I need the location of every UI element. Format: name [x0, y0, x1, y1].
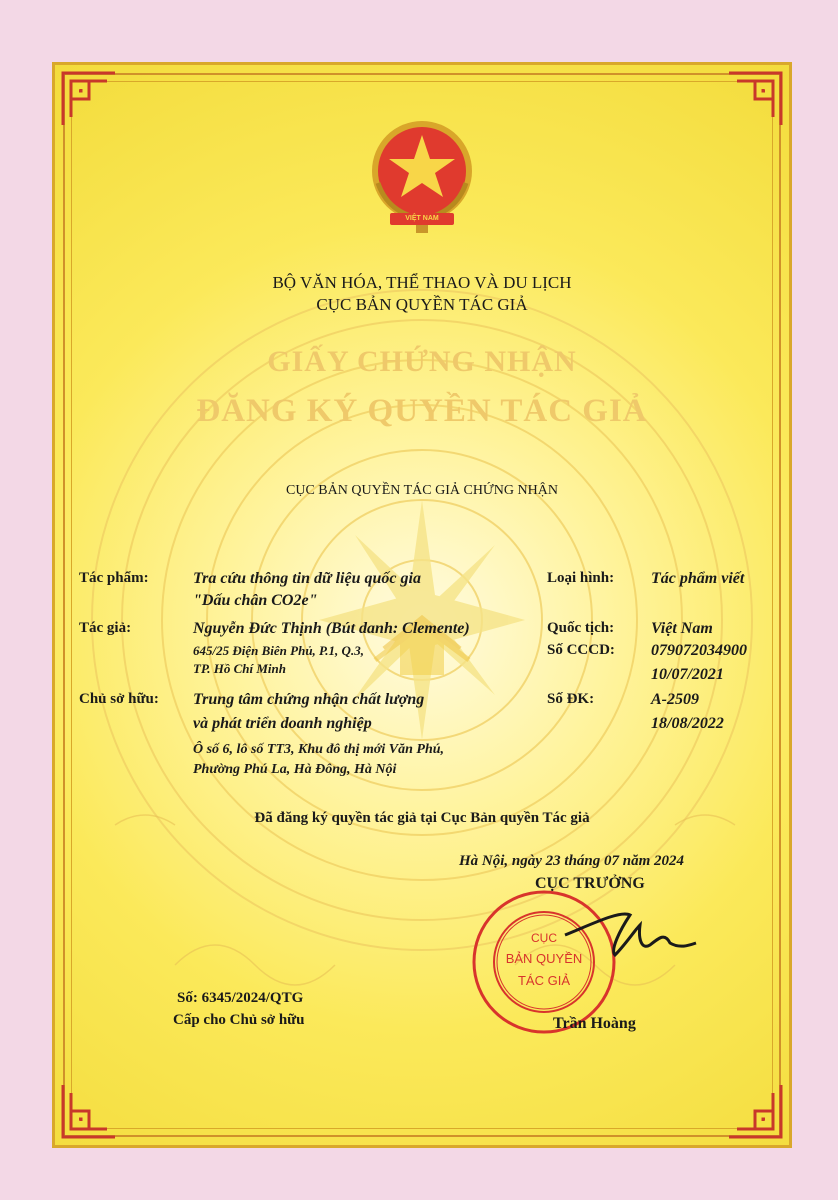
owner-address-line2: Phường Phú La, Hà Đông, Hà Nội [193, 762, 397, 777]
nationality-label: Quốc tịch: [547, 620, 615, 636]
owner-address-line1: Ô số 6, lô số TT3, Khu đô thị mới Văn Phú, [193, 742, 445, 757]
signer-name: Trần Hoàng [553, 1015, 636, 1032]
signer-title: CỤC TRƯỞNG [535, 875, 645, 892]
id-label: Số CCCD: [547, 642, 615, 658]
owner-name-line1: Trung tâm chứng nhận chất lượng [193, 691, 425, 708]
id-value: 079072034900 [651, 642, 747, 659]
author-address-line2: TP. Hồ Chí Minh [193, 661, 286, 676]
author-name: Nguyễn Đức Thịnh (Bút danh: Clemente) [193, 620, 470, 637]
author-label: Tác giả: [79, 620, 132, 636]
corner-ornament-icon [59, 1081, 119, 1141]
certificate [52, 62, 792, 1148]
type-value: Tác phẩm viết [651, 570, 745, 587]
certifies-statement: CỤC BẢN QUYỀN TÁC GIẢ CHỨNG NHẬN [286, 483, 558, 498]
corner-ornament-icon [725, 1081, 785, 1141]
emblem-banner-text: VIỆT NAM [405, 215, 439, 222]
ministry-name: BỘ VĂN HÓA, THỂ THAO VÀ DU LỊCH [272, 273, 572, 292]
work-label: Tác phẩm: [79, 570, 149, 586]
seal-text-line1: CỤC [531, 931, 557, 945]
reg-label: Số ĐK: [547, 691, 595, 707]
author-address-line1: 645/25 Điện Biên Phủ, P.1, Q.3, [193, 643, 364, 658]
reg-date: 18/08/2022 [651, 715, 724, 732]
owner-label: Chủ sở hữu: [79, 691, 159, 707]
reg-value: A-2509 [651, 691, 699, 708]
certificate-number: Số: 6345/2024/QTG [177, 990, 304, 1006]
national-emblem-icon [360, 113, 484, 243]
certificate-title-line1: GIẤY CHỨNG NHẬN [267, 345, 577, 378]
department-name: CỤC BẢN QUYỀN TÁC GIẢ [316, 295, 528, 314]
seal-text-line2: BẢN QUYỀN [505, 951, 583, 966]
issued-to: Cấp cho Chủ sở hữu [173, 1012, 305, 1028]
nationality-value: Việt Nam [651, 620, 713, 637]
id-date: 10/07/2021 [651, 666, 724, 683]
place-date: Hà Nội, ngày 23 tháng 07 năm 2024 [459, 853, 685, 869]
corner-ornament-icon [725, 69, 785, 129]
signature-icon [560, 905, 700, 965]
corner-ornament-icon [59, 69, 119, 129]
type-label: Loại hình: [547, 570, 615, 586]
work-title-line2: "Dấu chân CO2e" [193, 592, 318, 609]
owner-name-line2: và phát triển doanh nghiệp [193, 715, 372, 732]
work-title-line1: Tra cứu thông tin dữ liệu quốc gia [193, 570, 421, 587]
seal-text-line3: TÁC GIẢ [517, 973, 570, 988]
registered-statement: Đã đăng ký quyền tác giả tại Cục Bản quyền Tác giả [254, 810, 590, 826]
certificate-title-line2: ĐĂNG KÝ QUYỀN TÁC GIẢ [196, 393, 648, 429]
